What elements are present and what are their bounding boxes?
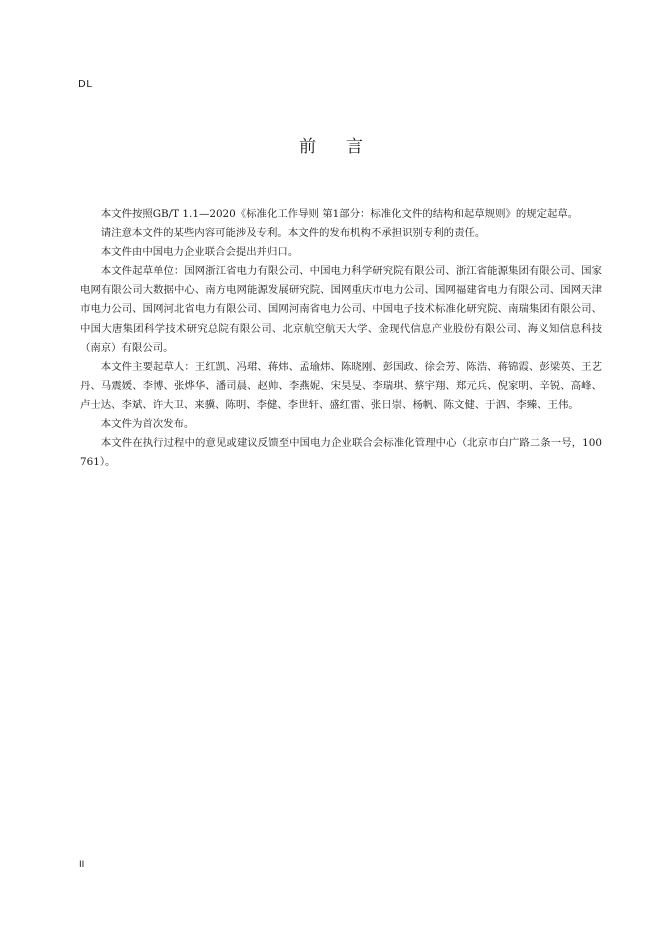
page-number: II <box>79 860 85 870</box>
document-code: DL <box>78 79 93 90</box>
paragraph-proposer: 本文件由中国电力企业联合会提出并归口。 <box>100 246 299 259</box>
document-body <box>80 205 602 472</box>
page-title: 前言 <box>299 137 393 157</box>
paragraph-standard-basis: 本文件按照GB/T 1.1—2020《标准化工作导则 第1部分：标准化文件的结构和起草规则》的规定起草。 <box>100 208 579 220</box>
paragraph-patent-notice: 请注意本文件的某些内容可能涉及专利。本文件的发布机构不承担识别专利的责任。 <box>100 227 486 240</box>
paragraph-drafting-units: 本文件起草单位：国网浙江省电力有限公司、中国电力科学研究院有限公司、浙江省能源集团有限公司、国家电网有限公司大数据中心、南方电网能源发展研究院、国网重庆市电力公司、国网福建省电力有限公司、国网天津市电力公司、国网河北省电力有限公司、国网河南省电力公司、中国电子技术标准化研究院、南瑞集团有限公司、中国大唐集团科学技术研究总院有限公司、北京航空航天大学、金现代信息产业股份有限公司、海义知信息科技（南京）有限公司。 <box>80 265 602 354</box>
paragraph-first-release: 本文件为首次发布。 <box>100 418 195 431</box>
paragraph-feedback: 本文件在执行过程中的意见或建议反馈至中国电力企业联合会标准化管理中心（北京市白广路二条一号，100761）。 <box>80 437 602 469</box>
paragraph-main-drafters: 本文件主要起草人：王红凯、冯珺、蒋炜、孟瑜炜、陈晓刚、彭国政、徐会芳、陈浩、蒋锦霞、彭梁英、王艺丹、马震媛、李博、张烨华、潘司晨、赵帅、李燕妮、宋昊旻、李瑞琪、蔡宇翔、郑元兵、倪家明、辛锐、高峰、卢士达、李斌、许大卫、来骥、陈明、李健、李世轩、盛红雷、张日崇、杨帆、陈文健、于泗、李臻、王伟。 <box>80 360 602 411</box>
